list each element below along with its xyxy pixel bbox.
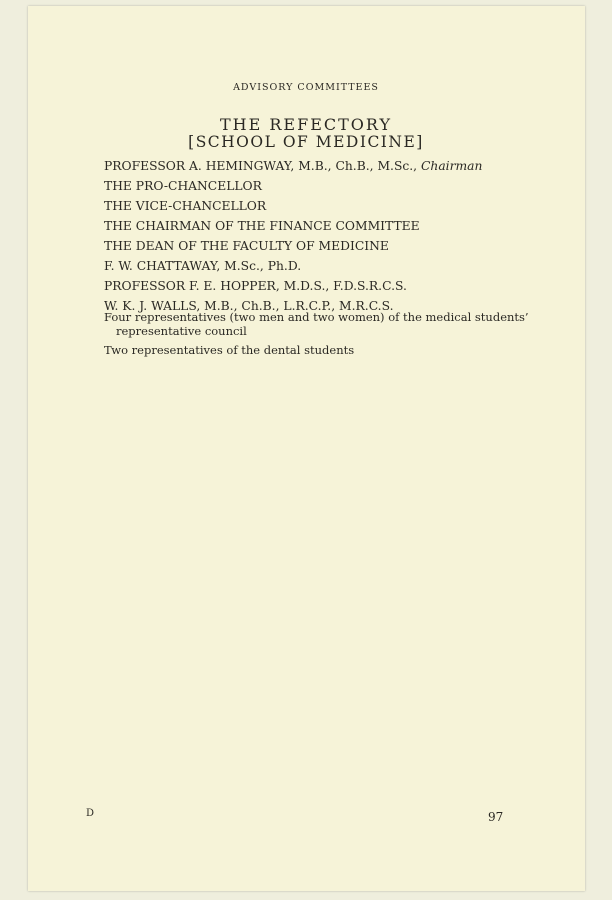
member-item — [104, 156, 544, 176]
running-header: ADVISORY COMMITTEES — [233, 82, 379, 93]
committee-subtitle: [SCHOOL OF MEDICINE] — [188, 133, 424, 151]
member-name: F. W. CHATTAWAY, M.Sc., Ph.D. — [104, 259, 302, 273]
member-item — [104, 236, 544, 256]
member-name: THE PRO-CHANCELLOR — [104, 179, 262, 193]
member-item — [104, 276, 544, 296]
member-name: THE VICE-CHANCELLOR — [104, 199, 267, 213]
member-list — [104, 156, 544, 316]
signature-mark: D — [86, 808, 95, 819]
member-name: PROFESSOR A. HEMINGWAY, M.B., Ch.B., M.Sc., — [104, 159, 418, 173]
member-name: W. K. J. WALLS, M.B., Ch.B., L.R.C.P., M.R.C.S. — [104, 299, 394, 313]
member-item — [104, 256, 544, 276]
representative-item: Four representatives (two men and two women) of the medical students’ representative council — [104, 310, 529, 338]
member-name: PROFESSOR F. E. HOPPER, M.D.S., F.D.S.R.C.S. — [104, 279, 407, 293]
member-name: THE DEAN OF THE FACULTY OF MEDICINE — [104, 239, 389, 253]
member-item — [104, 176, 544, 196]
page-number: 97 — [488, 810, 504, 824]
member-role: Chairman — [421, 159, 483, 173]
member-item — [104, 196, 544, 216]
member-item — [104, 216, 544, 236]
representative-item: Two representatives of the dental students — [104, 343, 355, 357]
member-name: THE CHAIRMAN OF THE FINANCE COMMITTEE — [104, 219, 420, 233]
committee-title: THE REFECTORY — [219, 115, 393, 134]
representatives-list — [104, 311, 544, 364]
